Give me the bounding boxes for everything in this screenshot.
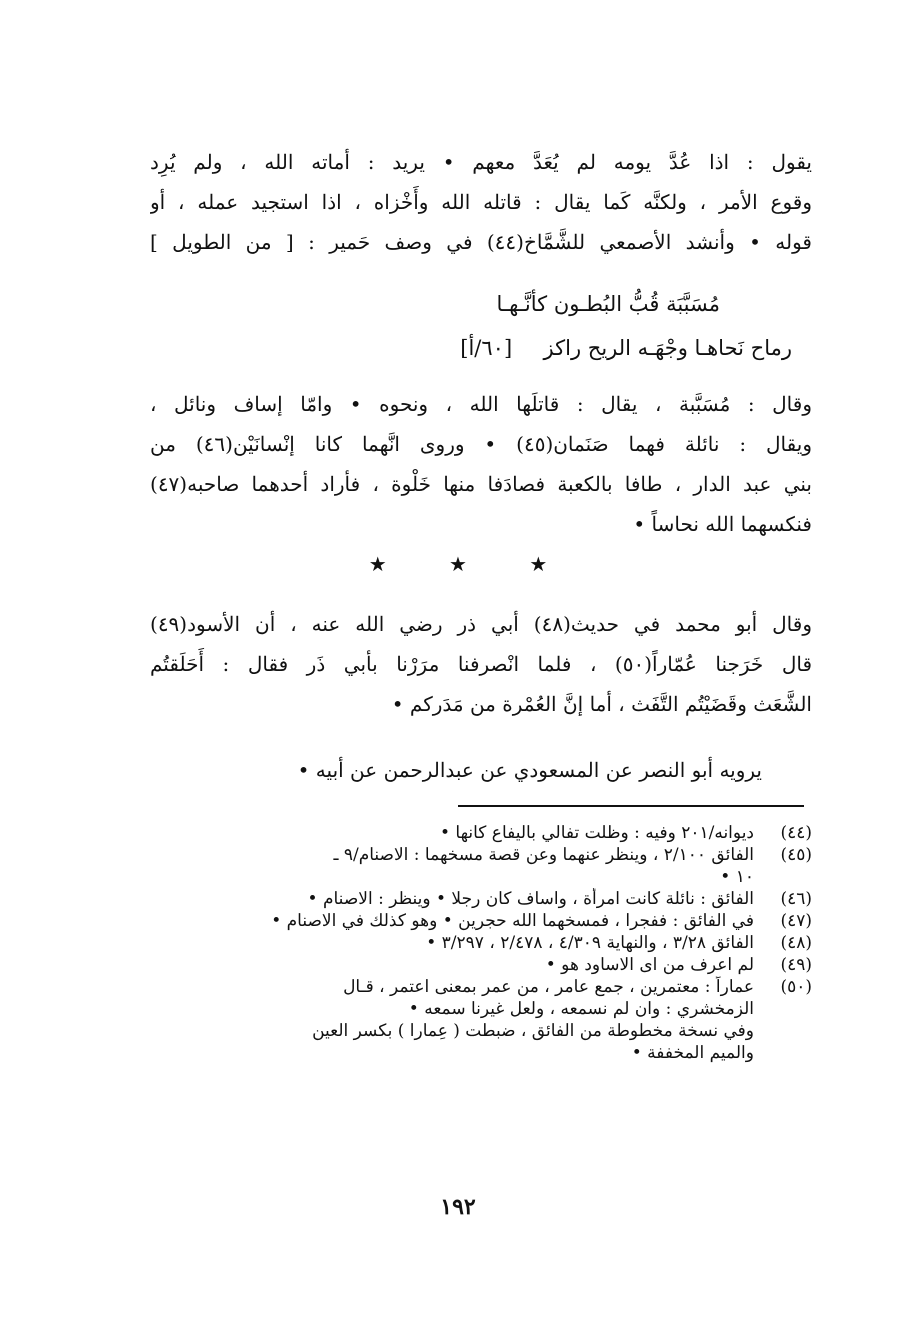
footnote-text: الفائق : نائلة كانت امرأة ، واساف كان رجلا • وينظر : الاصنام • [307, 889, 754, 909]
footnote-text: عماراً : معتمرين ، جمع عامر ، من عمر بمعنى اعتمر ، قـال [343, 977, 754, 997]
paragraph-line: قال خَرَجنا عُمّاراً(٥٠) ، فلما انْصرفنا مرَرْنا بأبي ذَر فقال : أَحَلَقتُم [150, 652, 812, 676]
footnote [150, 910, 812, 932]
paragraph-line: قوله • وأنشد الأصمعي للشَّمَّاخ(٤٤) في وصف حَمير : [ من الطويل ] [150, 230, 812, 254]
footnote [150, 932, 812, 954]
footnote [150, 976, 812, 1064]
footnote-text: ١٠ • [720, 867, 754, 887]
verse-hemistich-2: رماح نَحاهـا وجْهَـه الريح راكز [543, 336, 792, 360]
poetry-verse [150, 282, 812, 370]
verse-hemistich-1: مُسَبَّبَة قُبُّ البُطـون كأنَّـهـا [496, 292, 720, 316]
footnote [150, 954, 812, 976]
manuscript-folio-ref: [٦٠/أ] [460, 336, 513, 360]
paragraph-line: وقال : مُسَبَّبة ، يقال : قاتلَها الله ، ونحوه • وامّا إساف ونائل ، [150, 392, 812, 416]
footnote [150, 822, 812, 844]
paragraph-line: الشَّعَث وقَضَيْتُم التَّفَث ، أما إنَّ العُمْرة من مَدَركم • [391, 692, 812, 716]
paragraph-line: فنكسهما الله نحاساً • [633, 512, 812, 536]
footnote-text: وفي نسخة مخطوطة من الفائق ، ضبطت ( عِمارا ) بكسر العين [312, 1021, 754, 1041]
footnote-number: (٤٤) [780, 823, 812, 843]
paragraph-3 [150, 604, 812, 724]
footnote-divider [458, 805, 804, 807]
paragraph-4 [150, 750, 812, 790]
footnote-number: (٤٧) [780, 911, 812, 931]
footnote-number: (٤٥) [780, 845, 812, 865]
paragraph-line: يقول : اذا عُدَّ يومه لم يُعَدَّ معهم • يريد : أماته الله ، ولم يُرِد [150, 150, 812, 174]
star-icon: ★ [368, 552, 387, 576]
footnote-text: الزمخشري : وان لم نسمعه ، ولعل غيرنا سمعه • [408, 999, 754, 1019]
paragraph-1 [150, 142, 812, 262]
star-icon: ★ [449, 552, 467, 576]
paragraph-line: وقوع الأمر ، ولكنَّه كَما يقال : قاتله الله وأَخْزاه ، اذا استجيد عمله ، أو [150, 190, 812, 214]
paragraph-line: وقال أبو محمد في حديث(٤٨) أبي ذر رضي الله عنه ، أن الأسود(٤٩) [150, 612, 812, 636]
footnote-text: والميم المخففة • [631, 1043, 754, 1063]
footnote-text: لم اعرف من اى الاساود هو • [545, 955, 754, 975]
footnote-number: (٥٠) [780, 977, 812, 997]
paragraph-line: بني عبد الدار ، طافا بالكعبة فصادَفا منها خَلْوة ، فأراد أحدهما صاحبه(٤٧) [150, 472, 812, 496]
footnotes [150, 822, 812, 1064]
footnote [150, 844, 812, 888]
footnote-text: ديوانه/٢٠١ وفيه : وظلت تفالي باليفاع كانها • [439, 823, 754, 843]
footnote-number: (٤٩) [780, 955, 812, 975]
paragraph-line: يرويه أبو النصر عن المسعودي عن عبدالرحمن عن أبيه • [297, 758, 762, 782]
footnote-text: في الفائق : ففجرا ، فمسخهما الله حجرين • وهو كذلك في الاصنام • [271, 911, 754, 931]
footnote-text: الفائق ٢/١٠٠ ، وينظر عنهما وعن قصة مسخهما : الاصنام/٩ ـ [333, 845, 754, 865]
page-number: ١٩٢ [440, 1194, 476, 1220]
paragraph-line: ويقال : نائلة فهما صَنَمان(٤٥) • وروى انَّهما كانا إنْسانَيْن(٤٦) من [150, 432, 812, 456]
section-separator [0, 552, 916, 576]
paragraph-2 [150, 384, 812, 544]
footnote-number: (٤٦) [780, 889, 812, 909]
footnote-number: (٤٨) [780, 933, 812, 953]
footnote [150, 888, 812, 910]
star-icon: ★ [529, 552, 548, 576]
footnote-text: الفائق ٣/٢٨ ، والنهاية ٤/٣٠٩ ، ٢/٤٧٨ ، ٣/٢٩٧ • [426, 933, 754, 953]
